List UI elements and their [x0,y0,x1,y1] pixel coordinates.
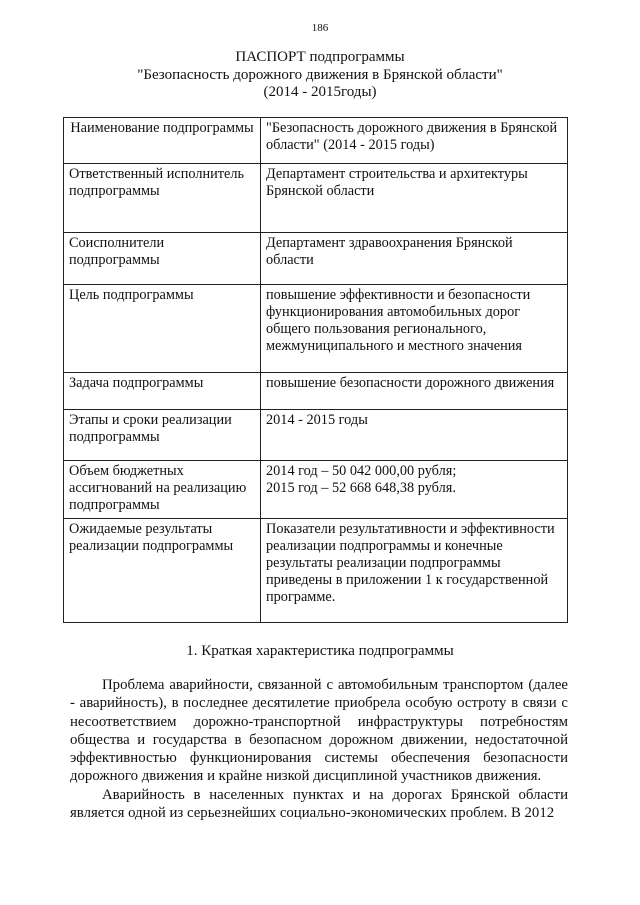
row-label-goal: Цель подпрограммы [64,285,261,373]
title-line-3: (2014 - 2015годы) [263,84,377,100]
table-row [64,233,568,285]
budget-2014: 2014 год – 50 042 000,00 рубля; [266,463,457,479]
row-value-results: Показатели результативности и эффективности реализации подпрограммы и конечные результаты реализации подпрограммы приведены в приложении 1 к государственной программе. [261,519,568,623]
row-value-coexecutors: Департамент здравоохранения Брянской области [261,233,568,285]
table-row [64,285,568,373]
row-value-name: "Безопасность дорожного движения в Брянской области" (2014 - 2015 годы) [261,118,568,164]
budget-2015: 2015 год – 52 668 648,38 рубля. [266,480,456,496]
row-value-goal: повышение эффективности и безопасности функционирования автомобильных дорог общего пользования регионального, межмуниципального и местного значения [261,285,568,373]
row-label-executor: Ответственный исполнитель подпрограммы [64,164,261,233]
paragraph: Проблема аварийности, связанной с автомобильным транспортом (далее - аварийность), в последнее десятилетие приобрела особую остроту в связи с несоответствием дорожно-транспортной инфраструктуры потребностям общества и государства в безопасном дорожном движении, недостаточной эффективностью функционирования системы обеспечения безопасности дорожного движения и крайне низкой дисциплиной участников движения. [70,677,568,785]
row-label-name: Наименование подпрограммы [64,118,261,164]
table-row [64,461,568,519]
row-value-stages: 2014 - 2015 годы [261,410,568,461]
row-label-coexecutors: Соисполнители подпрограммы [64,233,261,285]
table-row [64,164,568,233]
title-line-1: ПАСПОРТ подпрограммы [235,49,405,65]
document-title [0,49,640,102]
passport-table [63,117,568,623]
row-value-budget [261,461,568,519]
row-label-stages: Этапы и сроки реализации подпрограммы [64,410,261,461]
row-value-task: повышение безопасности дорожного движения [261,373,568,410]
body-text [70,676,568,822]
section-heading: 1. Краткая характеристика подпрограммы [186,643,454,659]
table-row [64,118,568,164]
row-label-task: Задача подпрограммы [64,373,261,410]
page-number: 186 [311,22,329,34]
row-label-budget: Объем бюджетных ассигнований на реализацию подпрограммы [64,461,261,519]
table-row [64,373,568,410]
paragraph: Аварийность в населенных пунктах и на дорогах Брянской области является одной из серьезнейших социально-экономических проблем. В 2012 [70,786,568,822]
title-line-2: "Безопасность дорожного движения в Брянской области" [137,66,503,83]
row-value-executor: Департамент строительства и архитектуры Брянской области [261,164,568,233]
table-row [64,519,568,623]
table-row [64,410,568,461]
row-label-results: Ожидаемые результаты реализации подпрограммы [64,519,261,623]
